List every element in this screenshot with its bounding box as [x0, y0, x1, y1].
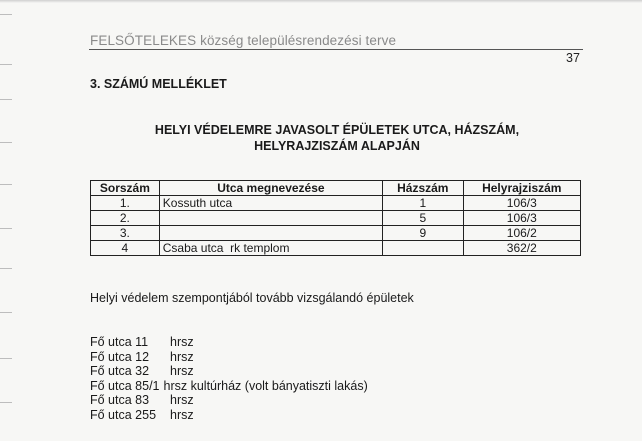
street-address: Fő utca 12: [90, 349, 150, 364]
cell-hazszam: 9: [383, 226, 464, 241]
table-row: [91, 226, 581, 241]
cell-utca: Csaba utca rk templom: [159, 241, 382, 256]
margin-tick: [0, 268, 12, 269]
margin-tick: [0, 402, 12, 403]
table-row: [91, 196, 581, 211]
cell-utca: Kossuth utca: [159, 196, 382, 211]
scan-edge: [0, 0, 642, 3]
margin-tick: [0, 142, 12, 143]
table-row: [91, 211, 581, 226]
margin-tick: [0, 99, 12, 100]
protected-buildings-table: [90, 180, 581, 256]
cell-sorszam: 2.: [91, 211, 160, 226]
cell-helyrajziszam: 106/2: [463, 226, 580, 241]
street-hrsz: hrsz: [170, 335, 194, 349]
column-header-helyrajziszam: Helyrajziszám: [463, 181, 580, 196]
appendix-title: 3. SZÁMÚ MELLÉKLET: [90, 77, 227, 91]
margin-tick: [0, 14, 12, 15]
table-row: [91, 241, 581, 256]
scan-margin-marks: [0, 0, 14, 441]
street-address: Fő utca 255: [90, 407, 157, 422]
cell-hazszam: 5: [383, 211, 464, 226]
column-header-hazszam: Házszám: [383, 181, 464, 196]
main-title-line-1: HELYI VÉDELEMRE JAVASOLT ÉPÜLETEK UTCA, HÁZSZÁM,: [154, 123, 520, 137]
cell-sorszam: 1.: [91, 196, 160, 211]
margin-tick: [0, 184, 12, 185]
street-hrsz: hrsz: [170, 349, 194, 364]
list-item: [90, 335, 368, 350]
street-hrsz: hrsz kultúrház (volt bányatiszti lakás): [163, 378, 368, 393]
list-item: [90, 393, 368, 408]
margin-tick: [0, 64, 12, 65]
street-hrsz: hrsz: [170, 364, 194, 379]
cell-hazszam: 1: [383, 196, 464, 211]
section-subtitle: Helyi védelem szempontjából tovább vizsgálandó épületek: [90, 291, 414, 305]
street-list: [90, 335, 368, 423]
main-title-line-2: HELYRAJZISZÁM ALAPJÁN: [254, 139, 420, 153]
cell-hazszam: [383, 241, 464, 256]
document-header: FELSŐTELEKES község településrendezési terve: [90, 33, 397, 48]
cell-helyrajziszam: 106/3: [463, 196, 580, 211]
list-item: [90, 379, 368, 394]
column-header-sorszam: Sorszám: [91, 181, 160, 196]
cell-utca: [159, 226, 382, 241]
street-hrsz: hrsz: [170, 407, 194, 422]
column-header-utca: Utca megnevezése: [159, 181, 382, 196]
list-item: [90, 408, 368, 423]
list-item: [90, 364, 368, 379]
cell-helyrajziszam: 106/3: [463, 211, 580, 226]
street-address: Fő utca 11: [90, 335, 149, 349]
cell-sorszam: 4: [91, 241, 160, 256]
margin-tick: [0, 312, 12, 313]
table-header-row: [91, 181, 581, 196]
list-item: [90, 350, 368, 365]
margin-tick: [0, 358, 12, 359]
header-rule: [89, 49, 583, 50]
street-address: Fő utca 83: [90, 393, 150, 408]
street-address: Fő utca 85/1: [90, 378, 160, 393]
street-hrsz: hrsz: [170, 393, 194, 408]
cell-utca: [159, 211, 382, 226]
street-address: Fő utca 32: [90, 364, 150, 379]
cell-sorszam: 3.: [91, 226, 160, 241]
page-number: 37: [566, 51, 580, 65]
main-title: [90, 122, 584, 154]
cell-helyrajziszam: 362/2: [463, 241, 580, 256]
margin-tick: [0, 228, 12, 229]
